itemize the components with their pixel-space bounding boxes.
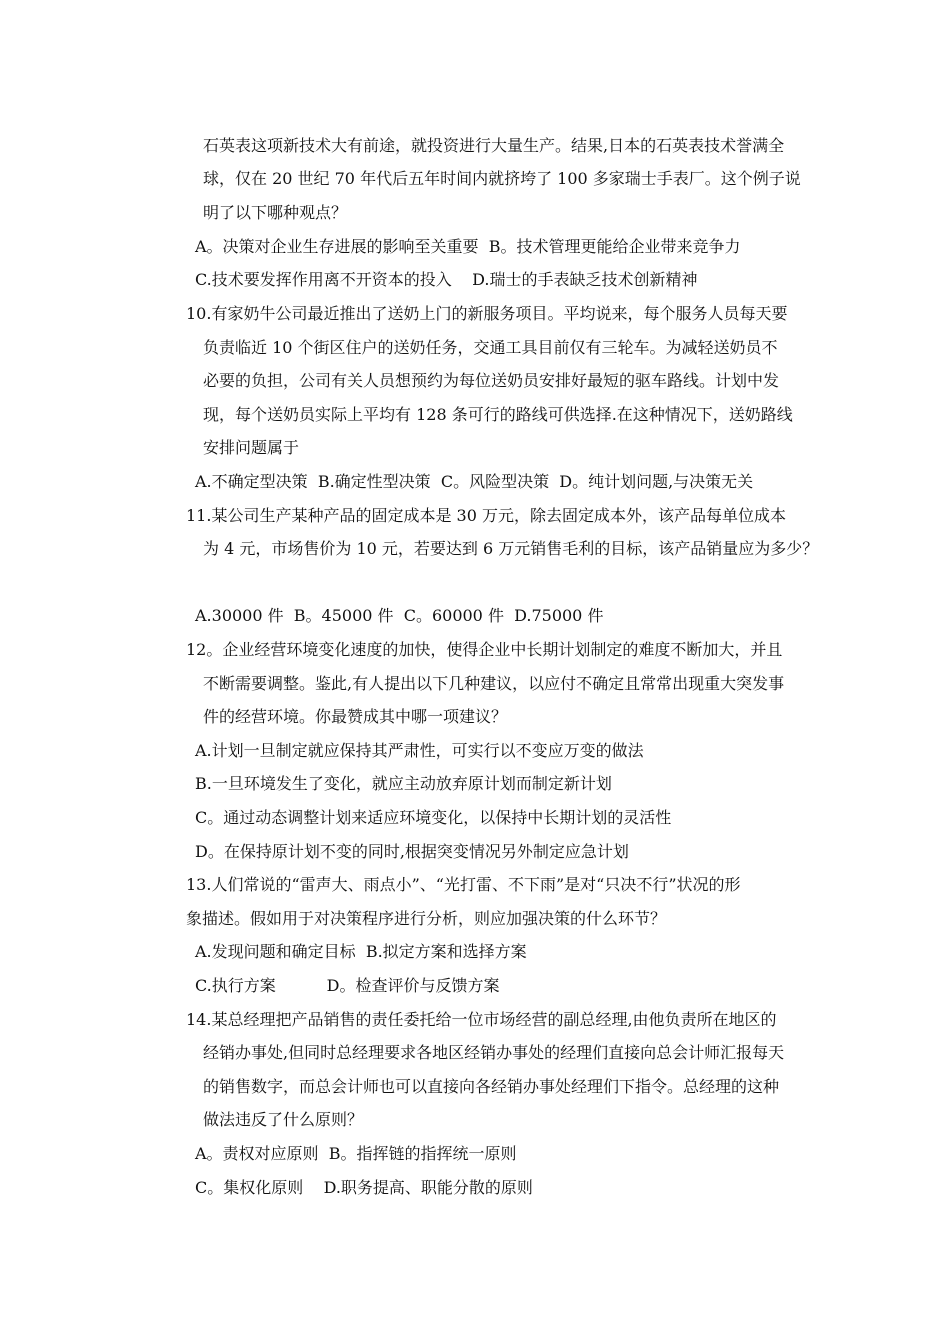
q10-text-line: 安排问题属于 bbox=[203, 438, 300, 457]
q12-text-line: 件的经营环境。你最赞成其中哪一项建议？ bbox=[203, 707, 508, 726]
q14-text-line: 14.某总经理把产品销售的责任委托给一位市场经营的副总经理,由他负责所在地区的 bbox=[186, 1010, 777, 1029]
q14-option-line: A。责权对应原则 B。指挥链的指挥统一原则 bbox=[195, 1144, 517, 1163]
q12-option-line: B.一旦环境发生了变化，就应主动放弃原计划而制定新计划 bbox=[195, 774, 612, 793]
q12-text-line: 不断需要调整。鉴此,有人提出以下几种建议，以应付不确定且常常出现重大突发事 bbox=[203, 674, 785, 693]
q12-option-line: C。通过动态调整计划来适应环境变化，以保持中长期计划的灵活性 bbox=[195, 808, 672, 827]
q12-option-line: A.计划一旦制定就应保持其严肃性，可实行以不变应万变的做法 bbox=[195, 741, 644, 760]
q13-text-line: 象描述。假如用于对决策程序进行分析，则应加强决策的什么环节？ bbox=[186, 909, 667, 928]
q9-option-line: A。决策对企业生存进展的影响至关重要 B。技术管理更能给企业带来竞争力 bbox=[195, 237, 741, 256]
q13-option-line: C.执行方案 D。检查评价与反馈方案 bbox=[195, 976, 500, 995]
q12-option-line: D。在保持原计划不变的同时,根据突变情况另外制定应急计划 bbox=[195, 842, 629, 861]
q10-text-line: 必要的负担，公司有关人员想预约为每位送奶员安排好最短的驱车路线。计划中发 bbox=[203, 371, 780, 390]
q9-option-line: C.技术要发挥作用离不开资本的投入 D.瑞士的手表缺乏技术创新精神 bbox=[195, 270, 698, 289]
q14-text-line: 经销办事处,但同时总经理要求各地区经销办事处的经理们直接向总会计师汇报每天 bbox=[203, 1043, 785, 1062]
q10-option-line: A.不确定型决策 B.确定性型决策 C。风险型决策 D。纯计划问题,与决策无关 bbox=[195, 472, 754, 491]
q10-text-line: 现，每个送奶员实际上平均有 128 条可行的路线可供选择.在这种情况下，送奶路线 bbox=[203, 405, 793, 424]
q13-text-line: 13.人们常说的“雷声大、雨点小”、“光打雷、不下雨”是对“只决不行”状况的形 bbox=[186, 875, 741, 894]
q9-text-line: 石英表这项新技术大有前途，就投资进行大量生产。结果,日本的石英表技术誉满全 bbox=[203, 136, 785, 155]
q11-text-line: 11.某公司生产某种产品的固定成本是 30 万元，除去固定成本外，该产品每单位成本 bbox=[186, 506, 786, 525]
q10-text-line: 负责临近 10 个街区住户的送奶任务，交通工具目前仅有三轮车。为减轻送奶员不 bbox=[203, 338, 778, 357]
q12-text-line: 12。企业经营环境变化速度的加快，使得企业中长期计划制定的难度不断加大，并且 bbox=[186, 640, 783, 659]
q9-text-line: 球，仅在 20 世纪 70 年代后五年时间内就挤垮了 100 多家瑞士手表厂。这个例子说 bbox=[203, 169, 801, 188]
q11-option-line: A.30000 件 B。45000 件 C。60000 件 D.75000 件 bbox=[195, 606, 604, 625]
q10-text-line: 10.有家奶牛公司最近推出了送奶上门的新服务项目。平均说来，每个服务人员每天要 bbox=[186, 304, 788, 323]
q11-text-line: 为 4 元，市场售价为 10 元，若要达到 6 万元销售毛利的目标，该产品销量应为多少？ bbox=[203, 539, 819, 558]
q14-text-line: 做法违反了什么原则？ bbox=[203, 1110, 364, 1129]
q14-text-line: 的销售数字，而总会计师也可以直接向各经销办事处经理们下指令。总经理的这种 bbox=[203, 1077, 780, 1096]
q13-option-line: A.发现问题和确定目标 B.拟定方案和选择方案 bbox=[195, 942, 527, 961]
q9-text-line: 明了以下哪种观点？ bbox=[203, 203, 348, 222]
q14-option-line: C。集权化原则 D.职务提高、职能分散的原则 bbox=[195, 1178, 533, 1197]
